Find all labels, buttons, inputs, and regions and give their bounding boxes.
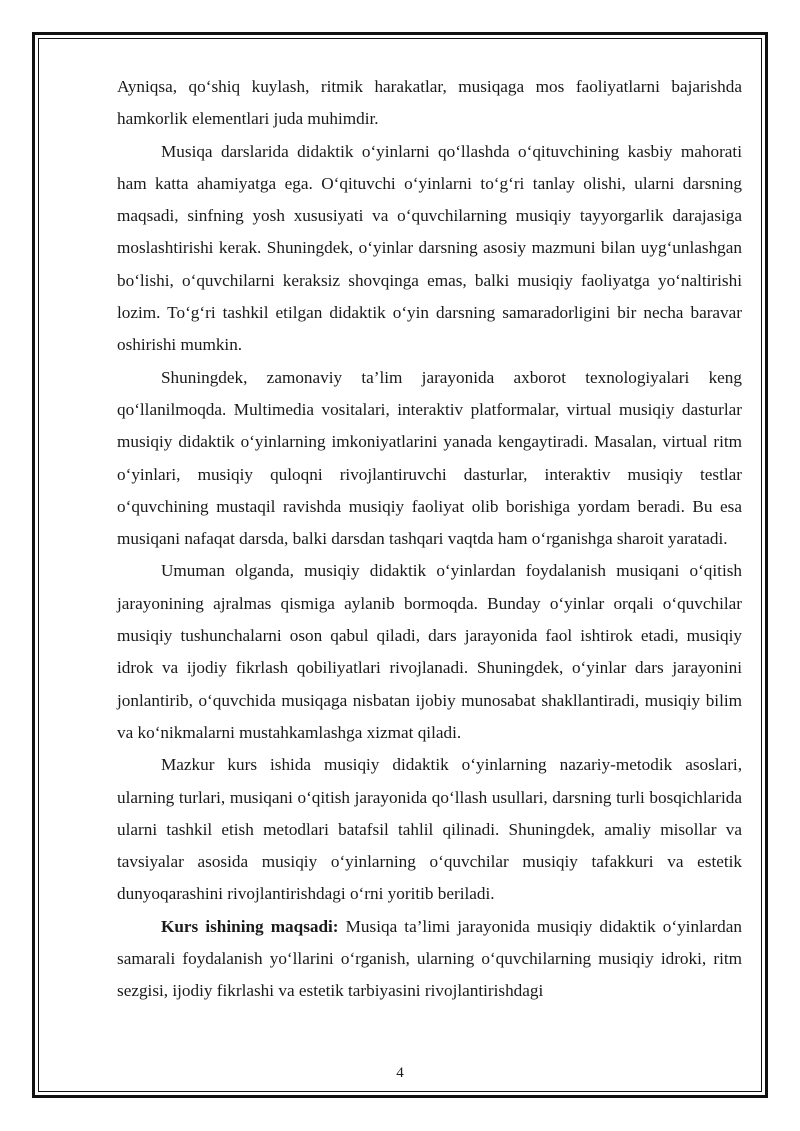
paragraph-continuation: Ayniqsa, qo‘shiq kuylash, ritmik harakatlar, musiqaga mos faoliyatlarni bajarishda hamkorlik elementlari juda muhimdir.	[117, 77, 742, 129]
paragraph-course-scope: Mazkur kurs ishida musiqiy didaktik o‘yinlarning nazariy-metodik asoslari, ularning turlari, musiqani o‘qitish jarayonida qo‘llash usullari, darsning turli bosqichlarida ularni tashkil etish metodlari batafsil tahlil qilinadi. Shuningdek, amaliy misollar va tavsiyalar asosida musiqiy o‘yinlarning o‘quvchilar musiqiy tafakkuri va estetik dunyoqarashini rivojlantirishdagi o‘rni yoritib beriladi.	[117, 755, 742, 904]
paragraph-information-technology: Shuningdek, zamonaviy ta’lim jarayonida axborot texnologiyalari keng qo‘llanilmoqda. Multimedia vositalari, interaktiv platformalar, virtual musiqiy dasturlar musiqiy didaktik o‘yinlarning imkoniyatlarini yanada kengaytiradi. Masalan, virtual ritm o‘yinlari, musiqiy quloqni rivojlantiruvchi dasturlar, interaktiv musiqiy testlar o‘quvchining mustaqil ravishda musiqiy faoliyat olib borishiga yordam beradi. Bu esa musiqani nafaqat darsda, balki darsdan tashqari vaqtda ham o‘rganishga sharoit yaratadi.	[117, 367, 742, 549]
page-number: 4	[396, 1065, 404, 1081]
course-goal-heading: Kurs ishining maqsadi:	[161, 916, 339, 936]
course-goal-text: Musiqa ta’limi jarayonida musiqiy didaktik o‘yinlardan samarali foydalanish yo‘llarini o‘rganish, ularning o‘quvchilarning musiqiy idroki, ritm sezgisi, ijodiy fikrlashi va estetik tarbiyasini rivojlantirishdagi	[117, 916, 742, 1001]
paragraph-conclusion: Umuman olganda, musiqiy didaktik o‘yinlardan foydalanish musiqani o‘qitish jarayonining ajralmas qismiga aylanib bormoqda. Bunday o‘yinlar orqali o‘quvchilar musiqiy tushunchalarni oson qabul qiladi, dars jarayonida faol ishtirok etadi, musiqiy idrok va ijodiy fikrlash qobiliyatlari rivojlanadi. Shuningdek, o‘yinlar dars jarayonini jonlantirib, o‘quvchida musiqaga nisbatan ijobiy munosabat shakllantiradi, musiqiy bilim va ko‘nikmalarni mustahkamlashga xizmat qiladi.	[117, 561, 742, 742]
paragraph-course-goal	[117, 911, 742, 1008]
document-body	[117, 71, 742, 1008]
paragraph-teacher-skill: Musiqa darslarida didaktik o‘yinlarni qo‘llashda o‘qituvchining kasbiy mahorati ham katta ahamiyatga ega. O‘qituvchi o‘yinlarni to‘g‘ri tanlay olishi, ularni darsning maqsadi, sinfning yosh xususiyati va o‘quvchilarning musiqiy tayyorgarlik darajasiga moslashtirishi kerak. Shuningdek, o‘yinlar darsning asosiy mazmuni bilan uyg‘unlashgan bo‘lishi, o‘quvchilarni keraksiz shovqinga emas, balki musiqiy faoliyatga yo‘naltirishi lozim. To‘g‘ri tashkil etilgan didaktik o‘yin darsning samaradorligini bir necha baravar oshirishi mumkin.	[117, 141, 742, 355]
